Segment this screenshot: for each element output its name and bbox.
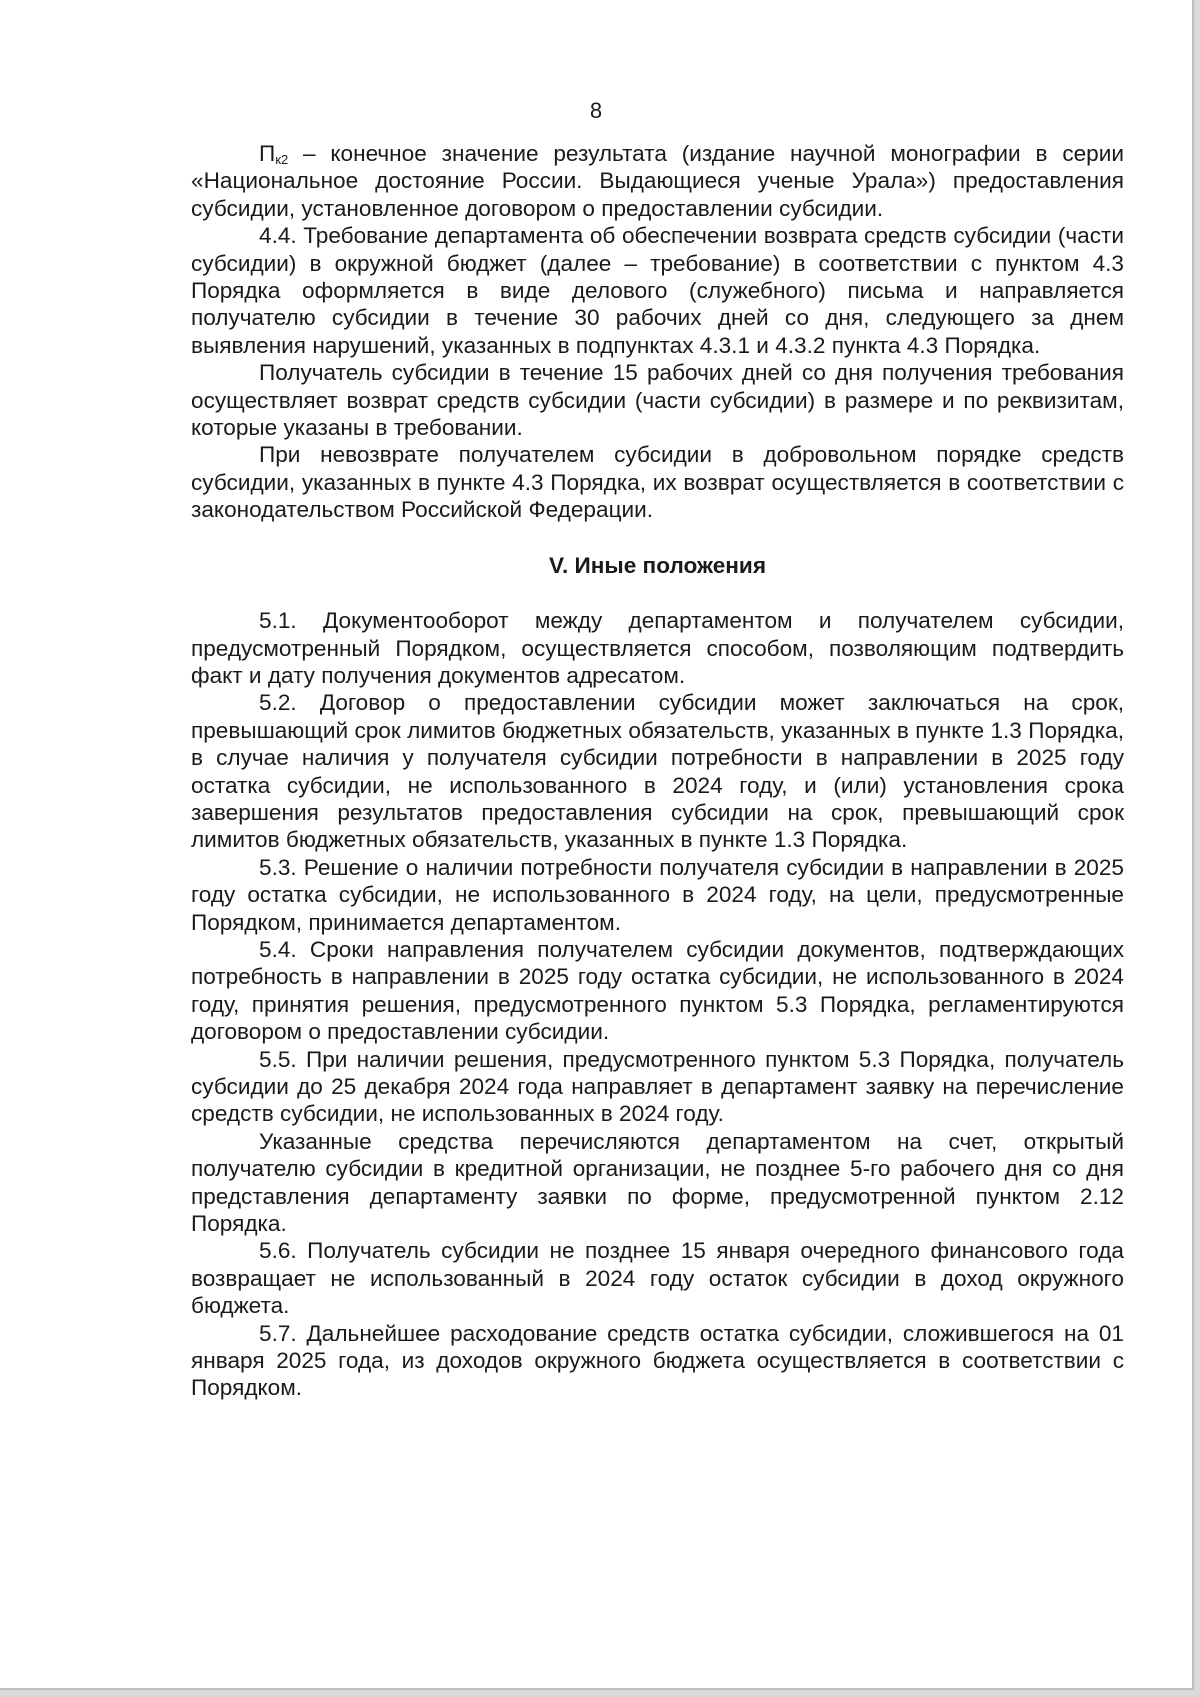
paragraph-4-4-return: Получатель субсидии в течение 15 рабочих дней со дня получения требования осуществляет возврат средств субсидии (части субсидии) в размере и по реквизитам, которые указаны в требовании. (191, 360, 1124, 441)
paragraph-pk2-text: – конечное значение результата (издание научной монографии в серии «Национальное достояние России. Выдающиеся ученые Урала») предоставления субсидии, установленное договором о предоставлении субсидии. (191, 141, 1124, 221)
paragraph-4-4: 4.4. Требование департамента об обеспечении возврата средств субсидии (части субсидии) в окружной бюджет (далее – требование) в соответствии с пунктом 4.3 Порядка оформляется в виде делового (служебного) письма и направляется получателю субсидии в течение 30 рабочих дней со дня, следующего за днем выявления нарушений, указанных в подпунктах 4.3.1 и 4.3.2 пункта 4.3 Порядка. (191, 223, 1124, 358)
section-heading: V. Иные положения (548, 552, 767, 578)
paragraph-5-6: 5.6. Получатель субсидии не позднее 15 января очередного финансового года возвращает не использованный в 2024 году остаток субсидии в доход окружного бюджета. (191, 1238, 1124, 1319)
paragraph-pk2-definition (191, 140, 1124, 222)
paragraph-5-3: 5.3. Решение о наличии потребности получателя субсидии в направлении в 2025 году остатка субсидии, не использованного в 2024 году, на цели, предусмотренные Порядком, принимается департаментом. (191, 854, 1124, 935)
paragraph-5-1: 5.1. Документооборот между департаментом и получателем субсидии, предусмотренный Порядком, осуществляется способом, позволяющим подтвердить факт и дату получения документов адресатом. (191, 608, 1124, 688)
page-number: 8 (589, 98, 603, 123)
paragraph-4-4-nonreturn: При невозврате получателем субсидии в добровольном порядке средств субсидии, указанных в пункте 4.3 Порядка, их возврат осуществляется в соответствии с законодательством Российской Федерации. (191, 442, 1124, 523)
document-body (191, 140, 1124, 1402)
paragraph-5-5-transfer: Указанные средства перечисляются департаментом на счет, открытый получателю субсидии в кредитной организации, не позднее 5-го рабочего дня со дня представления департаменту заявки по форме, предусмотренной пунктом 2.12 Порядка. (191, 1128, 1124, 1237)
paragraph-5-5: 5.5. При наличии решения, предусмотренного пунктом 5.3 Порядка, получатель субсидии до 25 декабря 2024 года направляет в департамент заявку на перечисление средств субсидии, не использованных в 2024 году. (191, 1046, 1124, 1127)
paragraph-5-4: 5.4. Сроки направления получателем субсидии документов, подтверждающих потребность в направлении в 2025 году остатка субсидии, не использованного в 2024 году, принятия решения, предусмотренного пунктом 5.3 Порядка, регламентируются договором о предоставлении субсидии. (191, 936, 1124, 1045)
formula-subscript: к2 (275, 152, 289, 167)
formula-symbol: П (259, 141, 276, 166)
paragraph-5-2: 5.2. Договор о предоставлении субсидии может заключаться на срок, превышающий срок лимитов бюджетных обязательств, указанных в пункте 1.3 Порядка, в случае наличия у получателя субсидии потребности в направлении в 2025 году остатка субсидии, не использованного в 2024 году, и (или) установления срока завершения результатов предоставления субсидии на срок, превышающий срок лимитов бюджетных обязательств, указанных в пункте 1.3 Порядка. (191, 690, 1124, 853)
paragraph-5-7: 5.7. Дальнейшее расходование средств остатка субсидии, сложившегося на 01 января 2025 года, из доходов окружного бюджета осуществляется в соответствии с Порядком. (191, 1320, 1124, 1401)
